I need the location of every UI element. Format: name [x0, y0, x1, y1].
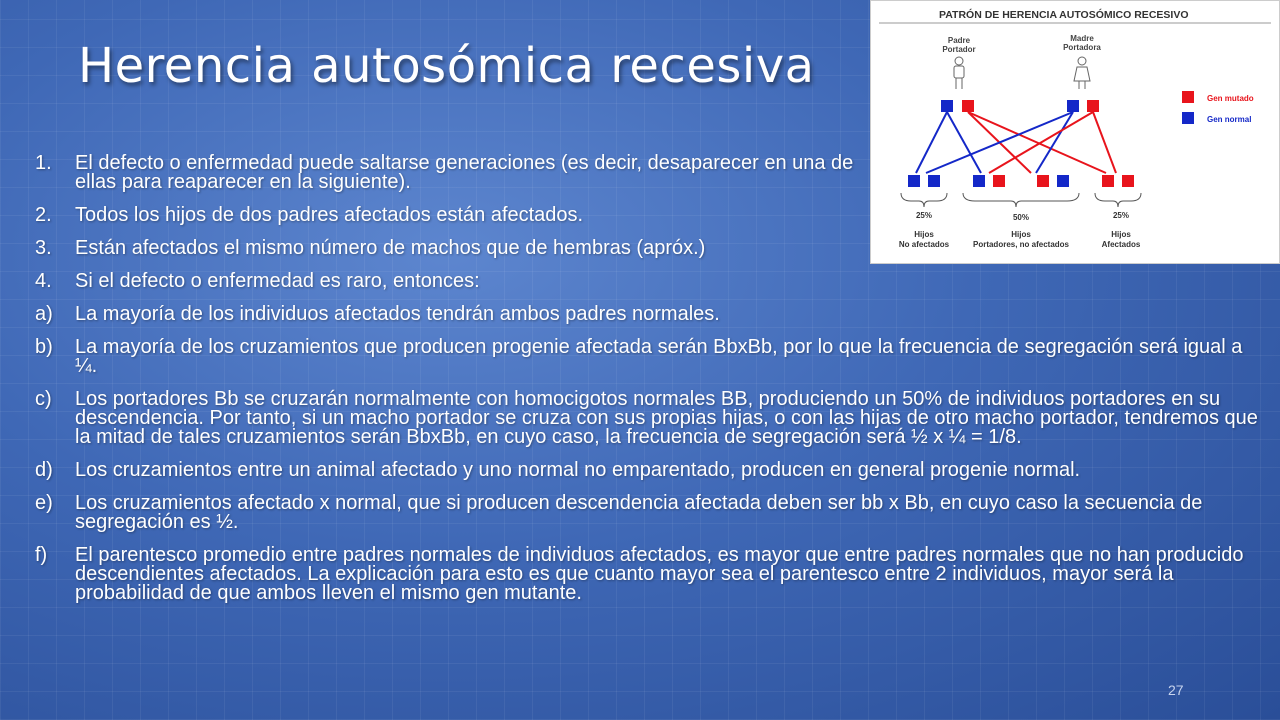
- list-text: Están afectados el mismo número de machos que de hembras (apróx.): [75, 237, 706, 259]
- group-label-1: Hijos: [914, 230, 934, 239]
- father-label-1: Padre: [947, 36, 971, 45]
- page-number: 27: [1168, 682, 1184, 698]
- group-percent: 50%: [1012, 213, 1030, 222]
- list-text: Los cruzamientos afectado x normal, que si producen descendencia afectada deben ser bb x Bb, en cuyo caso la secuencia de segregación es ½.: [75, 492, 1203, 533]
- offspring-gene: [1057, 175, 1069, 187]
- inheritance-diagram-svg: [871, 1, 1279, 263]
- legend-normal-swatch: [1182, 112, 1194, 124]
- list-item: [18, 461, 1258, 480]
- legend-mutated-label: Gen mutado: [1207, 94, 1254, 103]
- offspring-gene: [928, 175, 940, 187]
- group-label-2: No afectados: [898, 240, 950, 249]
- list-marker: 2.: [35, 204, 52, 226]
- list-marker: 3.: [35, 237, 52, 259]
- offspring-gene: [993, 175, 1005, 187]
- list-item: [18, 305, 1258, 324]
- list-marker: 1.: [35, 152, 52, 174]
- list-text: Todos los hijos de dos padres afectados están afectados.: [75, 204, 584, 226]
- group-label-2: Portadores, no afectados: [972, 240, 1070, 249]
- father-mutated-gene: [962, 100, 974, 112]
- mother-mutated-gene: [1087, 100, 1099, 112]
- list-text: Los cruzamientos entre un animal afectado y uno normal no emparentado, producen en general progenie normal.: [75, 459, 1081, 481]
- list-text: La mayoría de los individuos afectados tendrán ambos padres normales.: [75, 303, 720, 325]
- list-text: Los portadores Bb se cruzarán normalmente con homocigotos normales BB, produciendo un 50% de individuos portadores en su descendencia. Por tanto, si un macho portador se cruza con sus propias hijas, o con las hijas de otro macho portador, tendremos que la mitad de tales cruzamientos serán BbxBb, en cuyo caso, la frecuencia de segregación será ½ x ¼ = 1/8.: [75, 388, 1258, 448]
- list-marker: e): [35, 492, 53, 514]
- list-marker: c): [35, 388, 52, 410]
- inheritance-diagram: [870, 0, 1280, 264]
- list-text: Si el defecto o enfermedad es raro, entonces:: [75, 270, 480, 292]
- list-text: La mayoría de los cruzamientos que producen progenie afectada serán BbxBb, por lo que la frecuencia de segregación será igual a ¼.: [75, 336, 1243, 377]
- list-marker: b): [35, 336, 53, 358]
- list-marker: 4.: [35, 270, 52, 292]
- crossing-lines: [916, 112, 1116, 173]
- list-text: El defecto o enfermedad puede saltarse generaciones (es decir, desaparecer en una de ellas para reaparecer en la siguiente).: [75, 152, 854, 193]
- list-marker: d): [35, 459, 53, 481]
- father-normal-gene: [941, 100, 953, 112]
- list-item: [18, 546, 1258, 603]
- mother-icon: [1074, 57, 1090, 89]
- list-marker: a): [35, 303, 53, 325]
- father-icon: [954, 57, 964, 89]
- mother-label-2: Portadora: [1063, 43, 1101, 52]
- offspring-gene: [973, 175, 985, 187]
- legend-mutated-swatch: [1182, 91, 1194, 103]
- offspring-gene: [1102, 175, 1114, 187]
- group-braces: [901, 193, 1141, 207]
- legend-normal-label: Gen normal: [1207, 115, 1252, 124]
- slide-title: Herencia autosómica recesiva: [78, 38, 815, 94]
- list-item: [18, 494, 1258, 532]
- list-text: El parentesco promedio entre padres normales de individuos afectados, es mayor que entre padres normales que no han producido descendientes afectados. La explicación para esto es que cuanto mayor sea el parentesco entre 2 individuos, mayor será la probabilidad de que ambos lleven el mismo gen mutante.: [75, 544, 1244, 604]
- mother-label-1: Madre: [1070, 34, 1094, 43]
- mother-normal-gene: [1067, 100, 1079, 112]
- list-item: [18, 272, 1258, 291]
- group-percent: 25%: [915, 211, 933, 220]
- offspring-gene: [1122, 175, 1134, 187]
- group-label-2: Afectados: [1101, 240, 1141, 249]
- group-label-1: Hijos: [1111, 230, 1131, 239]
- list-item: [18, 338, 1258, 376]
- diagram-title: PATRÓN DE HERENCIA AUTOSÓMICO RECESIVO: [939, 9, 1189, 21]
- offspring-gene: [1037, 175, 1049, 187]
- list-marker: f): [35, 544, 48, 566]
- group-label-1: Hijos: [1011, 230, 1031, 239]
- father-label-2: Portador: [942, 45, 976, 54]
- group-percent: 25%: [1112, 211, 1130, 220]
- list-item: [18, 390, 1258, 447]
- offspring-gene: [908, 175, 920, 187]
